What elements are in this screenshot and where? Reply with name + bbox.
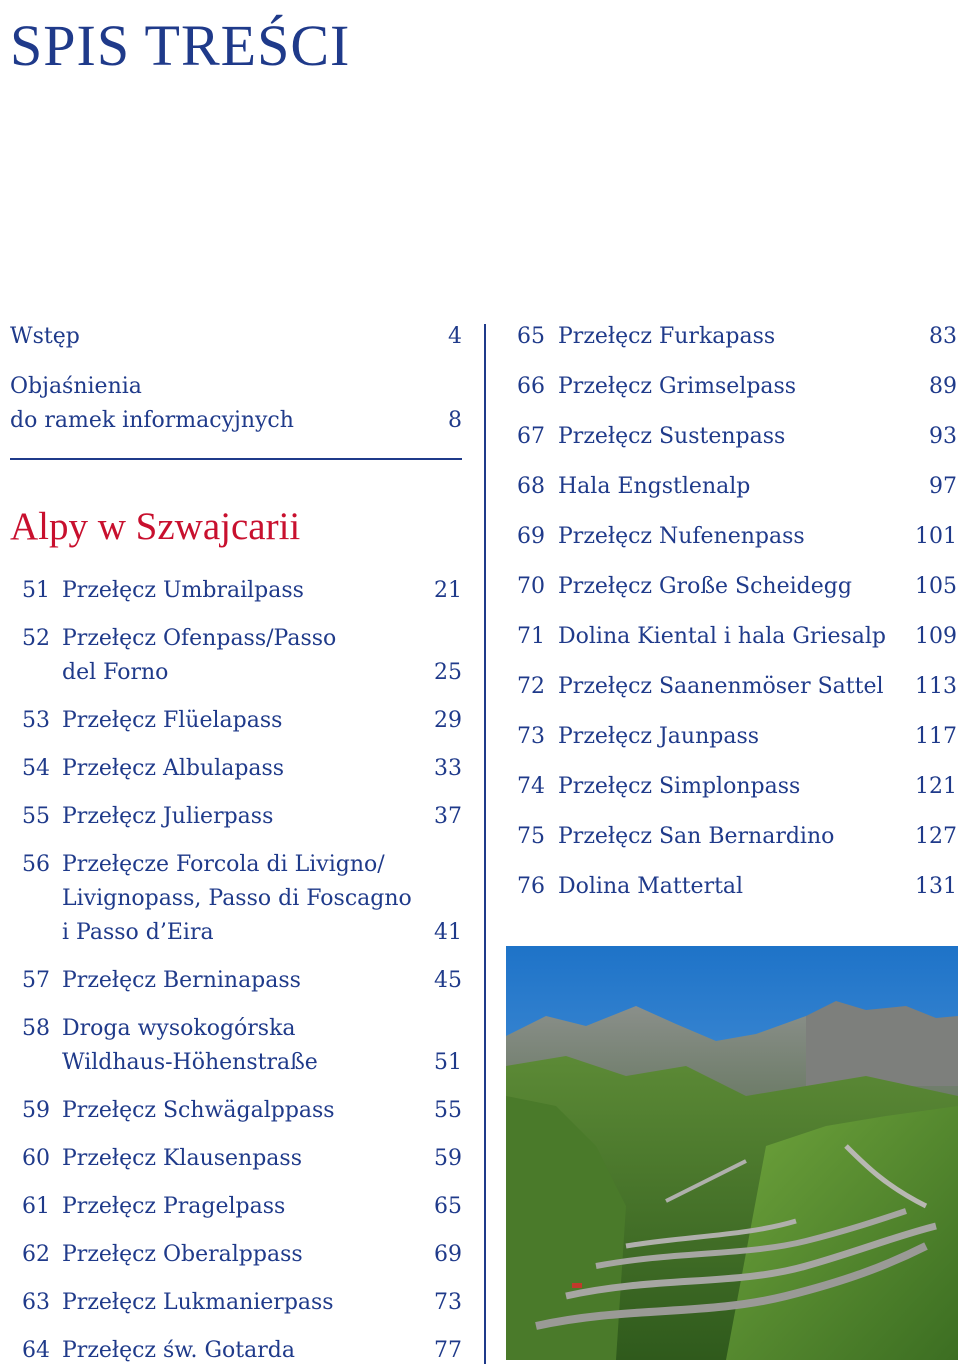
toc-entry[interactable] [517,320,957,354]
entry-number: 72 [517,674,545,699]
entry-text: Przełęcz Pragelpass [62,1194,286,1219]
toc-entry[interactable] [517,520,957,554]
entry-text: Hala Engstlenalp [558,474,751,499]
entry-number: 63 [22,1290,50,1315]
entry-number: 60 [22,1146,50,1171]
toc-entry[interactable] [10,704,462,738]
entry-page: 97 [929,474,957,499]
entry-text: Przełęcz Saanenmöser Sattel [558,674,884,699]
entry-number: 54 [22,756,50,781]
entry-text: Dolina Mattertal [558,874,744,899]
entry-page: 33 [434,756,462,781]
entry-number: 64 [22,1338,50,1363]
toc-left-column [10,320,462,1368]
entry-text: Przełęcz Flüelapass [62,708,283,733]
toc-entry[interactable] [10,574,462,608]
entry-text: Przełęcz Schwägalppass [62,1098,335,1123]
entry-number: 73 [517,724,545,749]
entry-text: Przełęcz Furkapass [558,324,776,349]
entry-text-line2: Wildhaus-Höhenstraße [62,1050,318,1075]
toc-entry-wstep[interactable] [10,320,462,354]
entry-page: 55 [434,1098,462,1123]
entry-text: Przełęcz Grimselpass [558,374,797,399]
entry-text: Wstęp [10,324,80,349]
entry-number: 58 [22,1016,50,1041]
entry-text-line1: Objaśnienia [10,374,142,399]
entry-text-line2: Livignopass, Passo di Foscagno [62,886,412,911]
entry-page: 41 [434,920,462,945]
entry-number: 56 [22,852,50,877]
entry-number: 76 [517,874,545,899]
entry-page: 83 [929,324,957,349]
entry-page: 37 [434,804,462,829]
entry-text-line3: i Passo d’Eira [62,920,214,945]
entry-page: 73 [434,1290,462,1315]
entry-page: 127 [915,824,957,849]
entry-number: 57 [22,968,50,993]
toc-entry[interactable] [517,870,957,904]
entry-page: 65 [434,1194,462,1219]
entry-number: 75 [517,824,545,849]
entry-number: 70 [517,574,545,599]
entry-number: 66 [517,374,545,399]
entry-number: 53 [22,708,50,733]
toc-right-column [517,320,957,904]
toc-entry[interactable] [10,1012,462,1080]
entry-text: Przełęcz Simplonpass [558,774,801,799]
entry-text-line1: Droga wysokogórska [62,1016,296,1041]
entry-number: 68 [517,474,545,499]
entry-text: Przełęcz Jaunpass [558,724,760,749]
page-title: SPIS TREŚCI [10,13,351,78]
entry-number: 51 [22,578,50,603]
entry-number: 71 [517,624,545,649]
entry-text: Przełęcz Nufenenpass [558,524,805,549]
entry-number: 55 [22,804,50,829]
toc-entry[interactable] [10,1334,462,1368]
entry-page: 113 [915,674,957,699]
entry-page: 101 [915,524,957,549]
entry-text: Przełęcz Julierpass [62,804,274,829]
section-divider [10,458,462,460]
entry-page: 45 [434,968,462,993]
toc-entry-objasnienia[interactable] [10,370,462,438]
toc-list-right [517,320,957,904]
toc-entry[interactable] [517,720,957,754]
entry-number: 61 [22,1194,50,1219]
entry-page: 93 [929,424,957,449]
section-title: Alpy w Szwajcarii [10,505,301,548]
entry-text: Przełęcz Große Scheidegg [558,574,852,599]
entry-page: 117 [915,724,957,749]
entry-number: 52 [22,626,50,651]
toc-entry[interactable] [10,848,462,950]
toc-entry[interactable] [10,800,462,834]
entry-number: 65 [517,324,545,349]
toc-entry[interactable] [10,1094,462,1128]
entry-page: 8 [448,408,462,433]
toc-entry[interactable] [10,1190,462,1224]
entry-number: 62 [22,1242,50,1267]
toc-entry[interactable] [10,1142,462,1176]
entry-page: 25 [434,660,462,685]
column-divider [484,324,486,1364]
entry-number: 69 [517,524,545,549]
entry-text-line2: do ramek informacyjnych [10,408,294,433]
toc-entry[interactable] [517,570,957,604]
entry-page: 59 [434,1146,462,1171]
entry-text-line1: Przełęcz Ofenpass/Passo [62,626,337,651]
entry-page: 105 [915,574,957,599]
entry-page: 51 [434,1050,462,1075]
toc-entry[interactable] [517,470,957,504]
entry-text: Przełęcz Lukmanierpass [62,1290,334,1315]
entry-page: 121 [915,774,957,799]
entry-page: 109 [915,624,957,649]
toc-entry[interactable] [10,964,462,998]
entry-text: Dolina Kiental i hala Griesalp [558,624,887,649]
entry-page: 29 [434,708,462,733]
entry-text: Przełęcz Oberalppass [62,1242,303,1267]
toc-entry[interactable] [517,770,957,804]
entry-text-line1: Przełęcze Forcola di Livigno/ [62,852,385,877]
entry-number: 59 [22,1098,50,1123]
entry-page: 4 [448,324,462,349]
entry-text-line2: del Forno [62,660,169,685]
toc-entry[interactable] [517,620,957,654]
entry-page: 89 [929,374,957,399]
entry-number: 74 [517,774,545,799]
entry-page: 21 [434,578,462,603]
mountain-pass-photo [506,946,958,1360]
entry-text: Przełęcz San Bernardino [558,824,835,849]
toc-entry[interactable] [517,670,957,704]
entry-text: Przełęcz Berninapass [62,968,301,993]
toc-list-left [10,574,462,1368]
toc-entry[interactable] [10,1286,462,1320]
entry-text: Przełęcz św. Gotarda [62,1338,295,1363]
toc-entry[interactable] [517,370,957,404]
entry-text: Przełęcz Umbrailpass [62,578,304,603]
toc-entry[interactable] [517,820,957,854]
entry-text: Przełęcz Albulapass [62,756,285,781]
entry-number: 67 [517,424,545,449]
entry-page: 77 [434,1338,462,1363]
entry-page: 131 [915,874,957,899]
toc-entry[interactable] [10,1238,462,1272]
entry-text: Przełęcz Klausenpass [62,1146,303,1171]
entry-page: 69 [434,1242,462,1267]
toc-entry[interactable] [10,752,462,786]
toc-entry[interactable] [10,622,462,690]
toc-entry[interactable] [517,420,957,454]
entry-text: Przełęcz Sustenpass [558,424,786,449]
